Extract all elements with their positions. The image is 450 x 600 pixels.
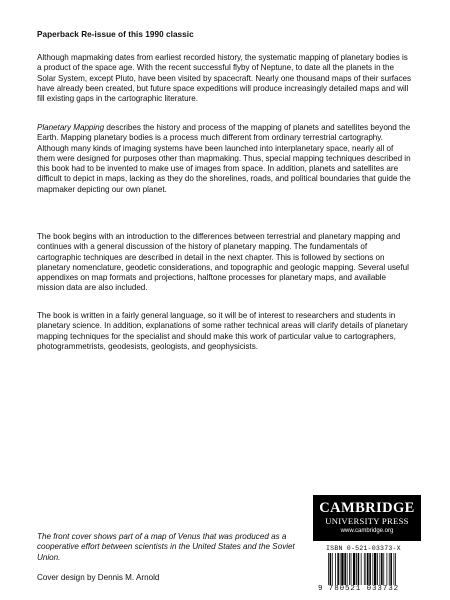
barcode-bar <box>395 553 396 587</box>
blurb-paragraph-1: Although mapmaking dates from earliest recorded history, the systematic mapping of planetary bodies is a product of the space age. With the recent successful flyby of Neptune, to date all the planets in the Solar System, except Pluto, have been visited by spacecraft. Nearly one thousand maps of their surfaces have already been created, but future space expeditions will produce increasingly detailed maps and will fill existing gaps in the cartographic literature. <box>37 53 412 104</box>
barcode-bar <box>390 553 392 587</box>
blurb-paragraph-3: The book begins with an introduction to the differences between terrestrial and planetary mapping and continues with a general discussion of the history of planetary mapping. The fundamentals of cartographic techniques are described in detail in the next chapter. This is followed by sections on planetary nomenclature, geodetic considerations, and topographic and geologic mapping. Several useful appendixes on map formats and projections, halftone processes for planetary maps, and available mission data are also included. <box>37 232 409 293</box>
cover-note: The front cover shows part of a map of Venus that was produced as a cooperative effort between scientists in the United States and the Soviet Union. <box>37 532 295 562</box>
barcode-bar <box>369 553 371 587</box>
barcode-bar <box>358 553 360 587</box>
barcode-bar <box>332 553 333 587</box>
barcode-bar <box>361 553 362 587</box>
cover-design-credit: Cover design by Dennis M. Arnold <box>37 573 160 582</box>
barcode-bar <box>353 553 355 587</box>
barcode-bar <box>367 553 369 587</box>
barcode-bar <box>330 553 332 587</box>
publisher-name: CAMBRIDGE <box>319 500 415 516</box>
barcode-bar <box>351 553 352 587</box>
blurb-paragraph-4: The book is written in a fairly general language, so it will be of interest to researchers and students in planetary science. In addition, explanations of some rather technical areas will clarify details of planetary mapping techniques for the specialist and should make this work of particular value to cartographers, photogrammetrists, geodesists, geologists, and geophysicists. <box>37 311 408 351</box>
barcode-bar <box>379 553 380 587</box>
barcode-bar <box>383 553 384 587</box>
isbn-label: ISBN 0-521-03373-X <box>326 545 401 552</box>
barcode-bar <box>365 553 366 587</box>
barcode-bar <box>349 553 350 587</box>
barcode-bar <box>347 553 348 587</box>
barcode-bar <box>389 553 390 587</box>
barcode-bar <box>337 553 339 587</box>
barcode-bar <box>377 553 378 587</box>
barcode-bar <box>381 553 383 587</box>
barcode-bar <box>340 553 341 587</box>
barcode-bar <box>394 553 395 587</box>
blurb-paragraph-2-text: describes the history and process of the mapping of planets and satellites beyond the Earth. Mapping planetary bodies is a process much different from ordinary terrestrial cartography. Although many kinds of imaging systems have been launched into interplanetary space, nearly all of them were designed for purposes other than mapmaking. Thus, special mapping techniques described in this book had to be invented to make use of images from space. In addition, planets and satellites are difficult to depict in maps, lacking as they do the shorelines, roads, and political boundaries that guide the mapmaker depicting our own planet. <box>37 123 411 194</box>
barcode-digits: 9 780521 033732 <box>318 585 426 593</box>
barcode-bar <box>372 553 373 587</box>
blurb-paragraph-2 <box>37 123 412 195</box>
barcode-bar <box>364 553 365 587</box>
barcode-bar <box>341 553 343 587</box>
barcode-bar <box>356 553 357 587</box>
barcode-bar <box>335 553 336 587</box>
barcode-bar <box>328 553 329 587</box>
publisher-url: www.cambridge.org <box>340 528 394 534</box>
barcode-bar <box>374 553 376 587</box>
publisher-logo <box>313 495 421 541</box>
book-title: Planetary Mapping <box>37 123 105 132</box>
reissue-heading: Paperback Re-issue of this 1990 classic <box>37 30 194 39</box>
publisher-press: UNIVERSITY PRESS <box>325 516 409 526</box>
barcode-bar <box>387 553 388 587</box>
barcode-bar <box>344 553 346 587</box>
